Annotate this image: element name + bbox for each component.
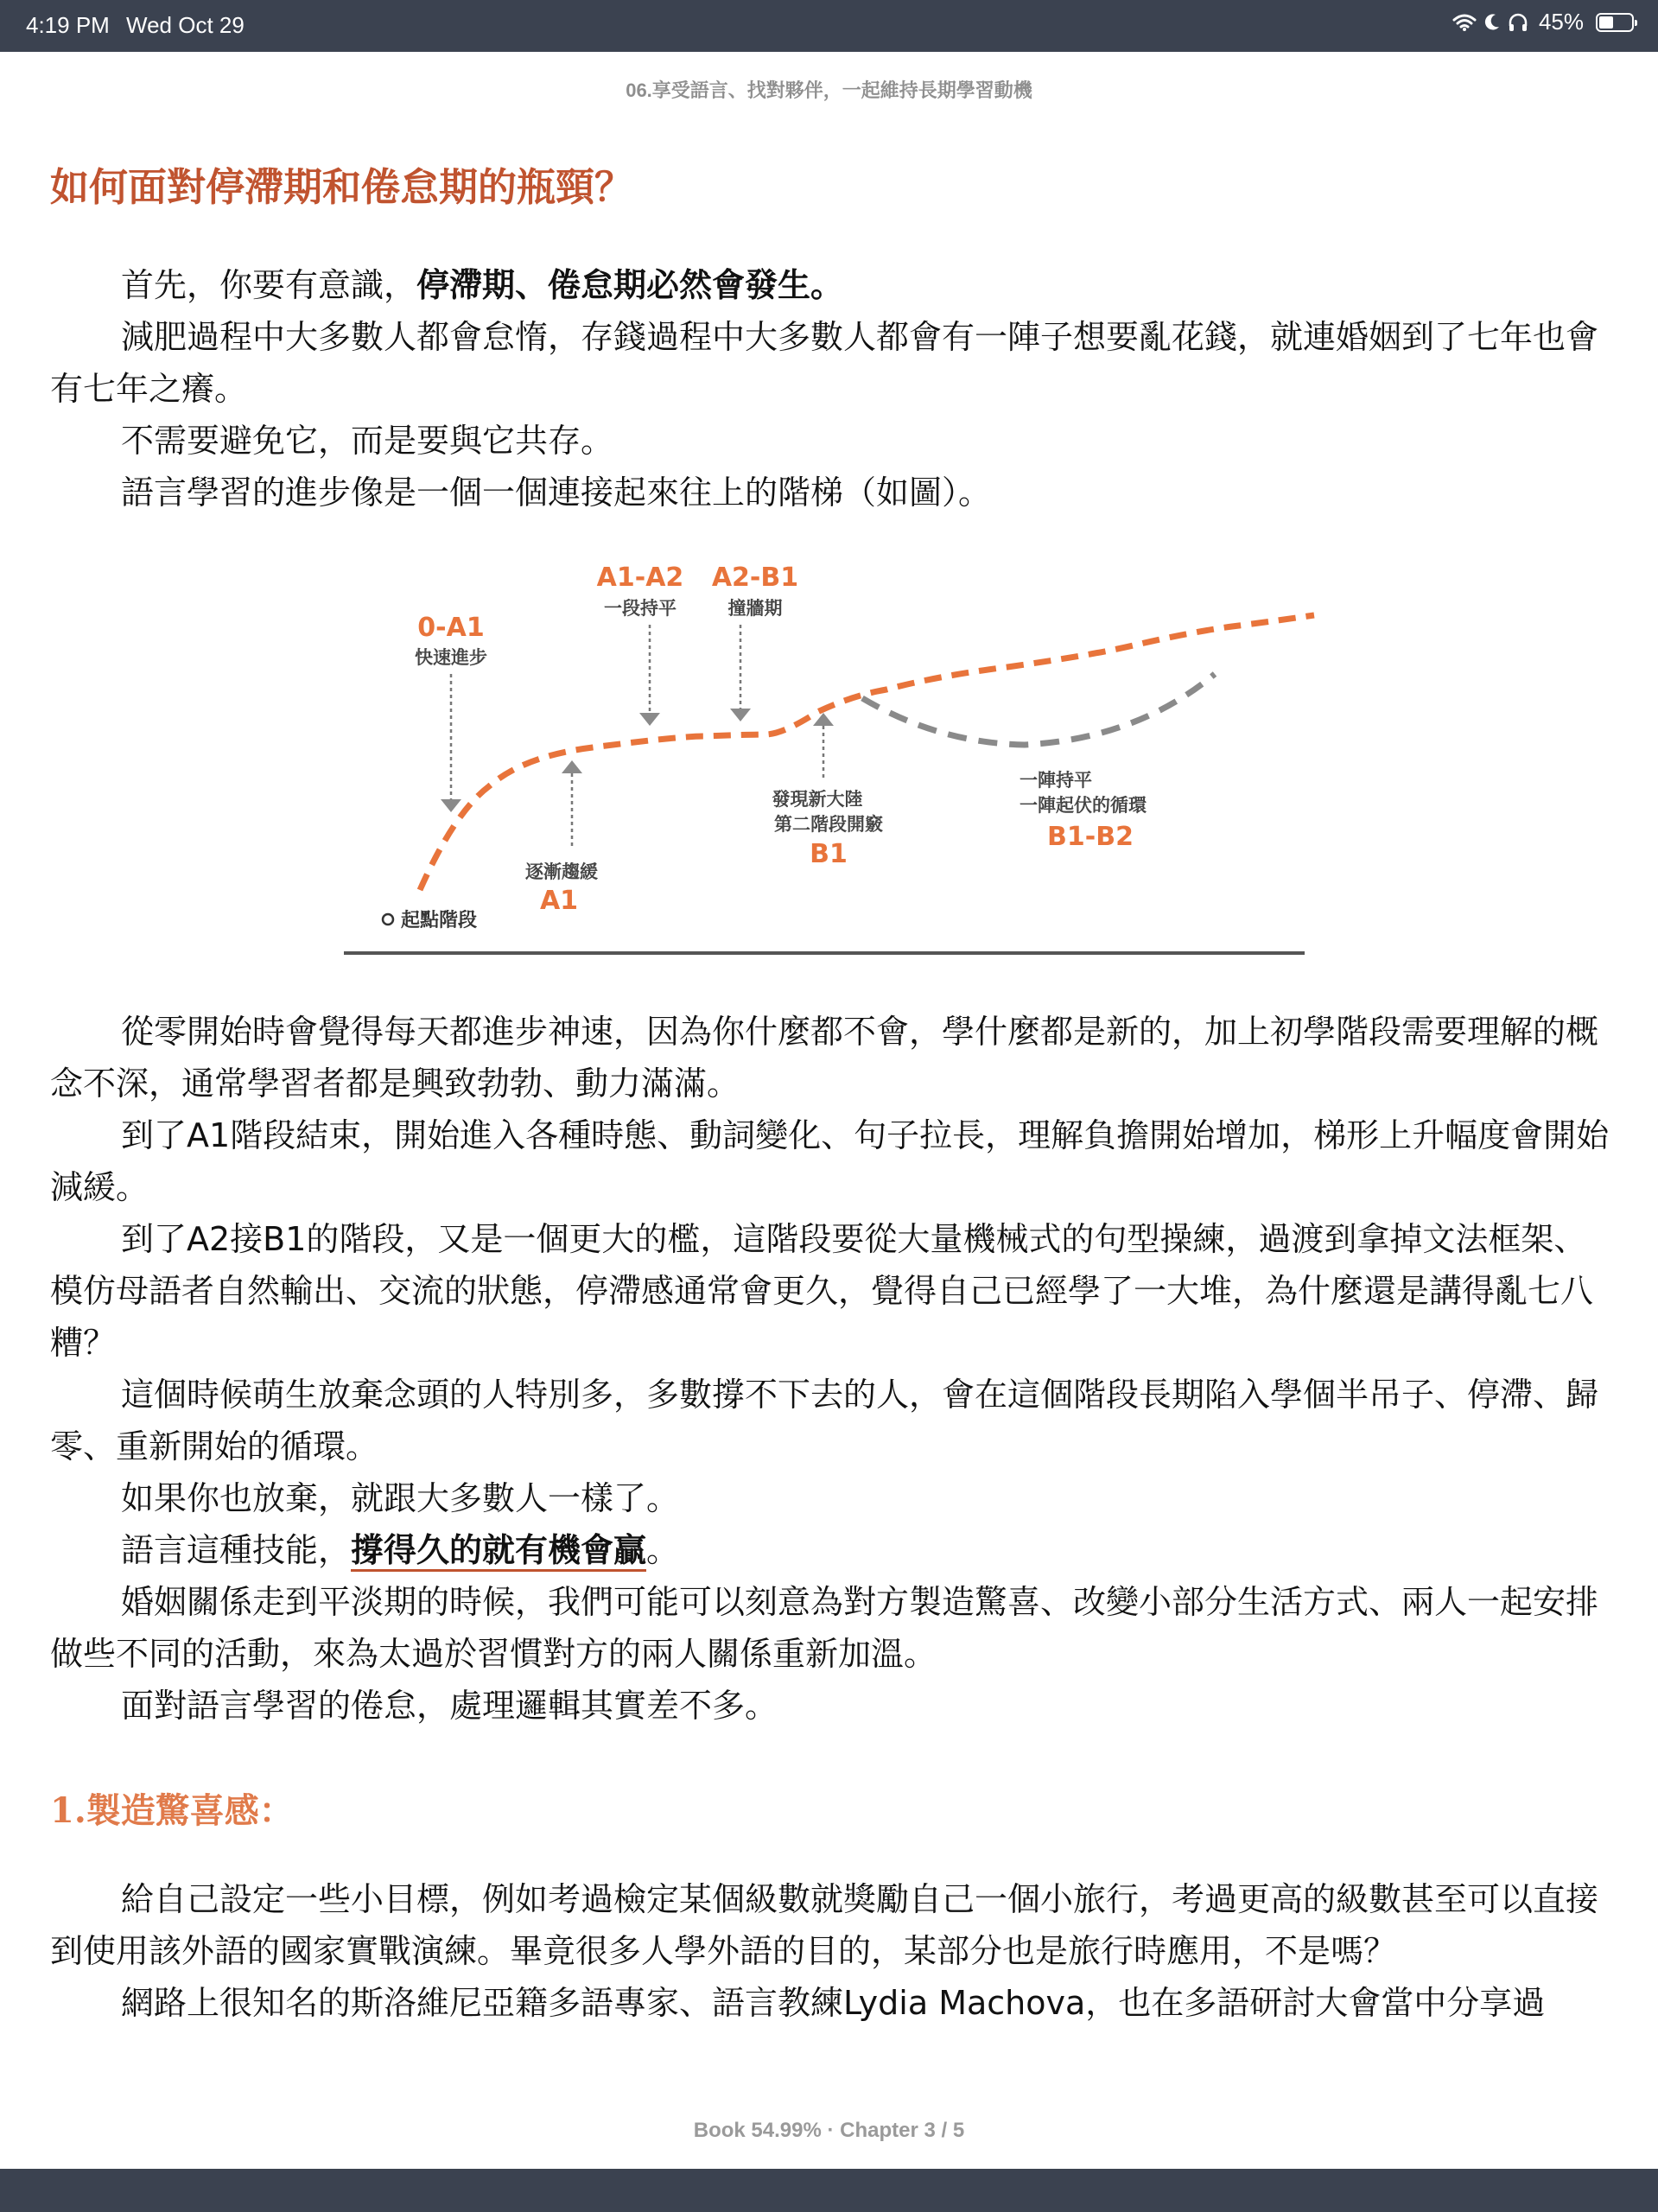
arrow-a2-b1-head bbox=[730, 709, 751, 721]
highlighted-text: 撐得久的就有機會贏 bbox=[351, 1531, 646, 1572]
label-a1-a2-desc: 一段持平 bbox=[604, 598, 677, 619]
text: 。 bbox=[646, 1531, 680, 1569]
gray-dip-curve bbox=[862, 674, 1215, 745]
paragraph: 網路上很知名的斯洛維尼亞籍多語專家、語言教練Lydia Machova，也在多語研討大會當中分享過 bbox=[121, 1984, 1546, 2022]
body-paragraphs bbox=[50, 1006, 1610, 1732]
arrow-a1-a2-head bbox=[639, 713, 660, 726]
paragraph bbox=[50, 259, 1610, 311]
status-time: 4:19 PM bbox=[26, 12, 110, 38]
section-title: 如何面對停滯期和倦怠期的瓶頸？ bbox=[50, 164, 634, 210]
intro-paragraphs bbox=[50, 259, 1610, 518]
label-a2-b1-code: A2-B1 bbox=[711, 563, 799, 593]
status-icons bbox=[1452, 9, 1634, 35]
label-start: 起點階段 bbox=[401, 910, 478, 931]
label-b1-b2-code: B1-B2 bbox=[1047, 822, 1134, 852]
label-b1-b2-desc1: 一陣持平 bbox=[1020, 770, 1092, 791]
paragraph: 給自己設定一些小目標，例如考過檢定某個級數就獎勵自己一個小旅行，考過更高的級數甚至可以直接到使用該外語的國家實戰演練。畢竟很多人學外語的目的，某部分也是旅行時應用，不是嗎？ bbox=[50, 1880, 1599, 1970]
label-a1-desc: 逐漸趨緩 bbox=[525, 861, 598, 882]
bottom-bar bbox=[0, 2169, 1658, 2212]
moon-icon bbox=[1483, 13, 1501, 32]
learning-stage-diagram bbox=[334, 553, 1327, 968]
status-date: Wed Oct 29 bbox=[126, 12, 245, 38]
label-0-a1-desc: 快速進步 bbox=[415, 647, 487, 668]
bold-text: 停滯期、倦怠期必然會發生。 bbox=[416, 266, 844, 304]
start-marker bbox=[383, 914, 393, 925]
arrow-a1-head bbox=[562, 760, 582, 773]
subsection-paragraphs bbox=[50, 1873, 1610, 2029]
reading-progress: Book 54.99% · Chapter 3 / 5 bbox=[693, 2119, 965, 2142]
label-b1-code: B1 bbox=[810, 839, 848, 869]
paragraph: 這個時候萌生放棄念頭的人特別多，多數撐不下去的人，會在這個階段長期陷入學個半吊子、停滯、歸零、重新開始的循環。 bbox=[50, 1376, 1599, 1465]
paragraph: 從零開始時會覺得每天都進步神速，因為你什麼都不會，學什麼都是新的，加上初學階段需要理解的概念不深，通常學習者都是興致勃勃、動力滿滿。 bbox=[50, 1013, 1599, 1103]
paragraph bbox=[50, 1524, 1610, 1576]
paragraph: 減肥過程中大多數人都會怠惰，存錢過程中大多數人都會有一陣子想要亂花錢，就連婚姻到了七年也會有七年之癢。 bbox=[50, 318, 1599, 408]
label-b1-desc2: 第二階段開竅 bbox=[774, 814, 883, 835]
chapter-header: 06.享受語言、找對夥伴，一起維持長期學習動機 bbox=[626, 79, 1032, 101]
text: 首先，你要有意識， bbox=[121, 266, 417, 304]
wifi-icon bbox=[1452, 13, 1477, 32]
progress-curve bbox=[420, 615, 1314, 890]
paragraph: 語言學習的進步像是一個一個連接起來往上的階梯（如圖）。 bbox=[121, 474, 992, 512]
paragraph: 不需要避免它，而是要與它共存。 bbox=[121, 422, 614, 460]
label-a2-b1-desc: 撞牆期 bbox=[727, 598, 783, 619]
paragraph: 到了A2接B1的階段，又是一個更大的檻，這階段要從大量機械式的句型操練，過渡到拿掉文法框架、模仿母語者自然輸出、交流的狀態，停滯感通常會更久，覺得自己已經學了一大堆，為什麼還是講得亂七八糟？ bbox=[50, 1220, 1594, 1362]
label-a1-a2-code: A1-A2 bbox=[596, 563, 684, 593]
arrow-b1-head bbox=[813, 713, 834, 726]
paragraph: 面對語言學習的倦怠，處理邏輯其實差不多。 bbox=[121, 1687, 778, 1725]
status-bar bbox=[0, 0, 1658, 52]
battery-fill bbox=[1599, 16, 1613, 29]
paragraph: 如果你也放棄，就跟大多數人一樣了。 bbox=[121, 1479, 680, 1517]
battery-percent: 45% bbox=[1538, 9, 1584, 35]
arrow-0-a1-head bbox=[441, 799, 461, 812]
text: 語言這種技能， bbox=[121, 1531, 352, 1569]
label-b1-desc1: 發現新大陸 bbox=[772, 789, 863, 810]
label-b1-b2-desc2: 一陣起伏的循環 bbox=[1020, 795, 1147, 816]
battery-icon bbox=[1596, 13, 1634, 32]
subsection-title: 1.製造驚喜感： bbox=[50, 1790, 294, 1831]
headphones-icon bbox=[1508, 13, 1528, 32]
paragraph: 到了A1階段結束，開始進入各種時態、動詞變化、句子拉長，理解負擔開始增加，梯形上升幅度會開始減緩。 bbox=[50, 1116, 1610, 1206]
paragraph: 婚姻關係走到平淡期的時候，我們可能可以刻意為對方製造驚喜、改變小部分生活方式、兩人一起安排做些不同的活動，來為太過於習慣對方的兩人關係重新加溫。 bbox=[50, 1583, 1599, 1673]
label-0-a1-code: 0-A1 bbox=[417, 613, 485, 643]
label-a1-code: A1 bbox=[539, 886, 579, 916]
